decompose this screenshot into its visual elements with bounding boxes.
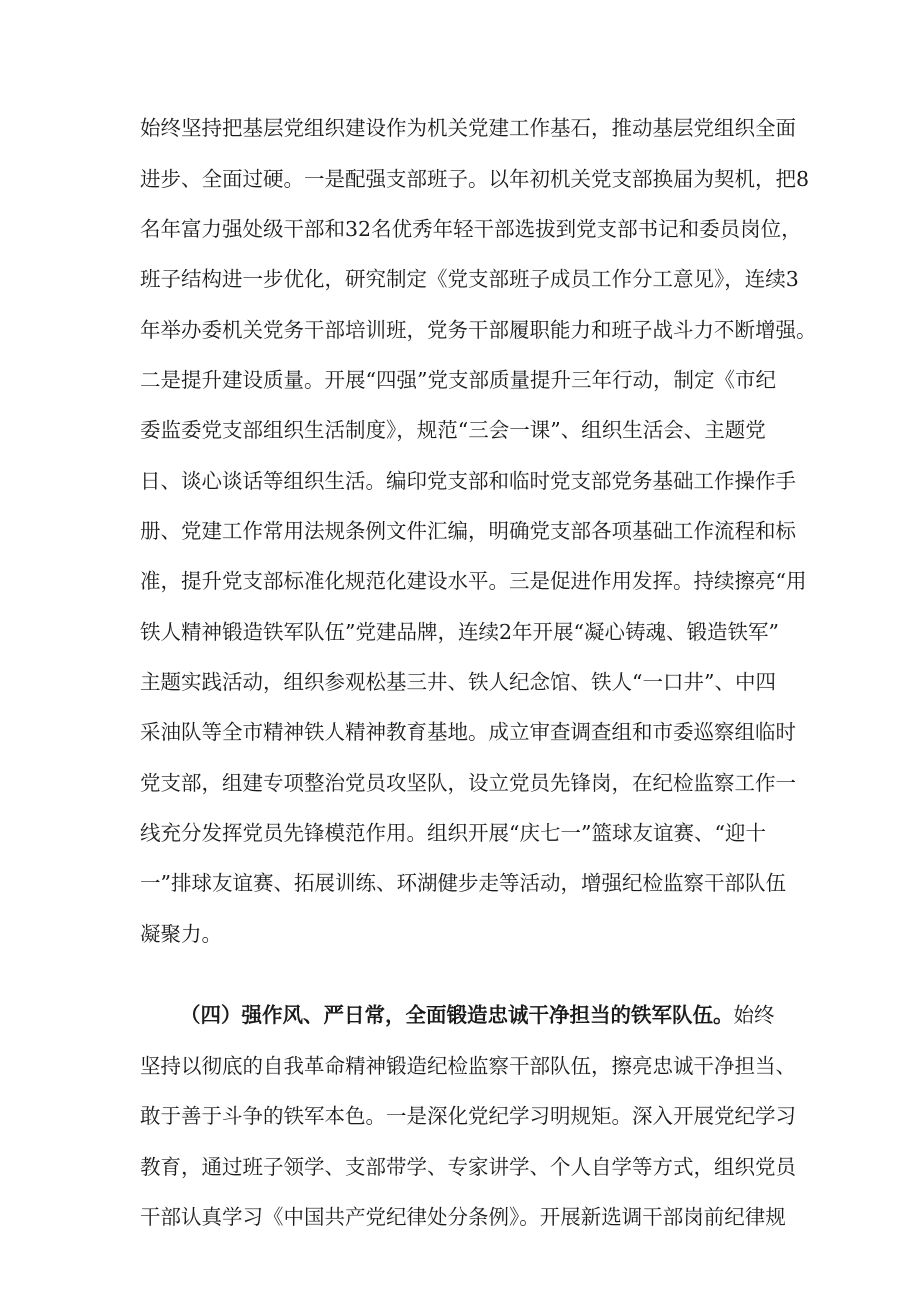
paragraph-1-line-9: 册、党建工作常用法规条例文件汇编，明确党支部各项基础工作流程和标 xyxy=(140,519,796,543)
paragraph-2-line-1: 坚持以彻底的自我革命精神锻造纪检监察干部队伍，擦亮忠诚干净担当、 xyxy=(140,1054,796,1078)
paragraph-1-line-1: 始终坚持把基层党组织建设作为机关党建工作基石，推动基层党组织全面 xyxy=(140,116,796,140)
paragraph-1-line-3: 名年富力强处级干部和32名优秀年轻干部选拔到党支部书记和委员岗位， xyxy=(140,217,802,241)
paragraph-1-line-11: 铁人精神锻造铁军队伍”党建品牌，连续2年开展“凝心铸魂、锻造铁军” xyxy=(140,620,779,644)
paragraph-1-line-7: 委监委党支部组织生活制度》，规范“三会一课”、组织生活会、主题党 xyxy=(140,418,766,442)
paragraph-1-line-8: 日、谈心谈话等组织生活。编印党支部和临时党支部党务基础工作操作手 xyxy=(140,469,796,493)
paragraph-1-line-17: 凝聚力。 xyxy=(140,922,222,946)
paragraph-1-line-13: 采油队等全市精神铁人精神教育基地。成立审查调查组和市委巡察组临时 xyxy=(140,720,796,744)
paragraph-1-line-14: 党支部，组建专项整治党员攻坚队，设立党员先锋岗，在纪检监察工作一 xyxy=(140,771,796,795)
paragraph-1-line-4: 班子结构进一步优化，研究制定《党支部班子成员工作分工意见》，连续3 xyxy=(140,267,799,291)
paragraph-2-line-2: 敢于善于斗争的铁军本色。一是深化党纪学习明规矩。深入开展党纪学习 xyxy=(140,1104,796,1128)
paragraph-1-line-15: 线充分发挥党员先锋模范作用。组织开展“庆七一”篮球友谊赛、“迎十 xyxy=(140,821,766,845)
section-heading: （四）强作风、严日常，全面锻造忠诚干净担当的铁军队伍。 xyxy=(180,1003,734,1027)
paragraph-2-heading-line xyxy=(180,995,800,1035)
paragraph-2-line-4: 干部认真学习《中国共产党纪律处分条例》。开展新选调干部岗前纪律规 xyxy=(140,1205,786,1229)
paragraph-1-line-16: 一”排球友谊赛、拓展训练、环湖健步走等活动，增强纪检监察干部队伍 xyxy=(140,871,786,895)
paragraph-2-line-3: 教育，通过班子领学、支部带学、专家讲学、个人自学等方式，组织党员 xyxy=(140,1155,796,1179)
paragraph-1-line-6: 二是提升建设质量。开展“四强”党支部质量提升三年行动，制定《市纪 xyxy=(140,368,776,392)
paragraph-1-line-5: 年举办委机关党务干部培训班，党务干部履职能力和班子战斗力不断增强。 xyxy=(140,318,817,342)
section-heading-tail: 始终 xyxy=(733,1003,775,1027)
paragraph-1-line-2: 进步、全面过硬。一是配强支部班子。以年初机关党支部换届为契机，把8 xyxy=(140,167,810,191)
paragraph-1-line-10: 准，提升党支部标准化规范化建设水平。三是促进作用发挥。持续擦亮“用 xyxy=(140,569,807,593)
paragraph-1-line-12: 主题实践活动，组织参观松基三井、铁人纪念馆、铁人“一口井”、中四 xyxy=(140,670,776,694)
